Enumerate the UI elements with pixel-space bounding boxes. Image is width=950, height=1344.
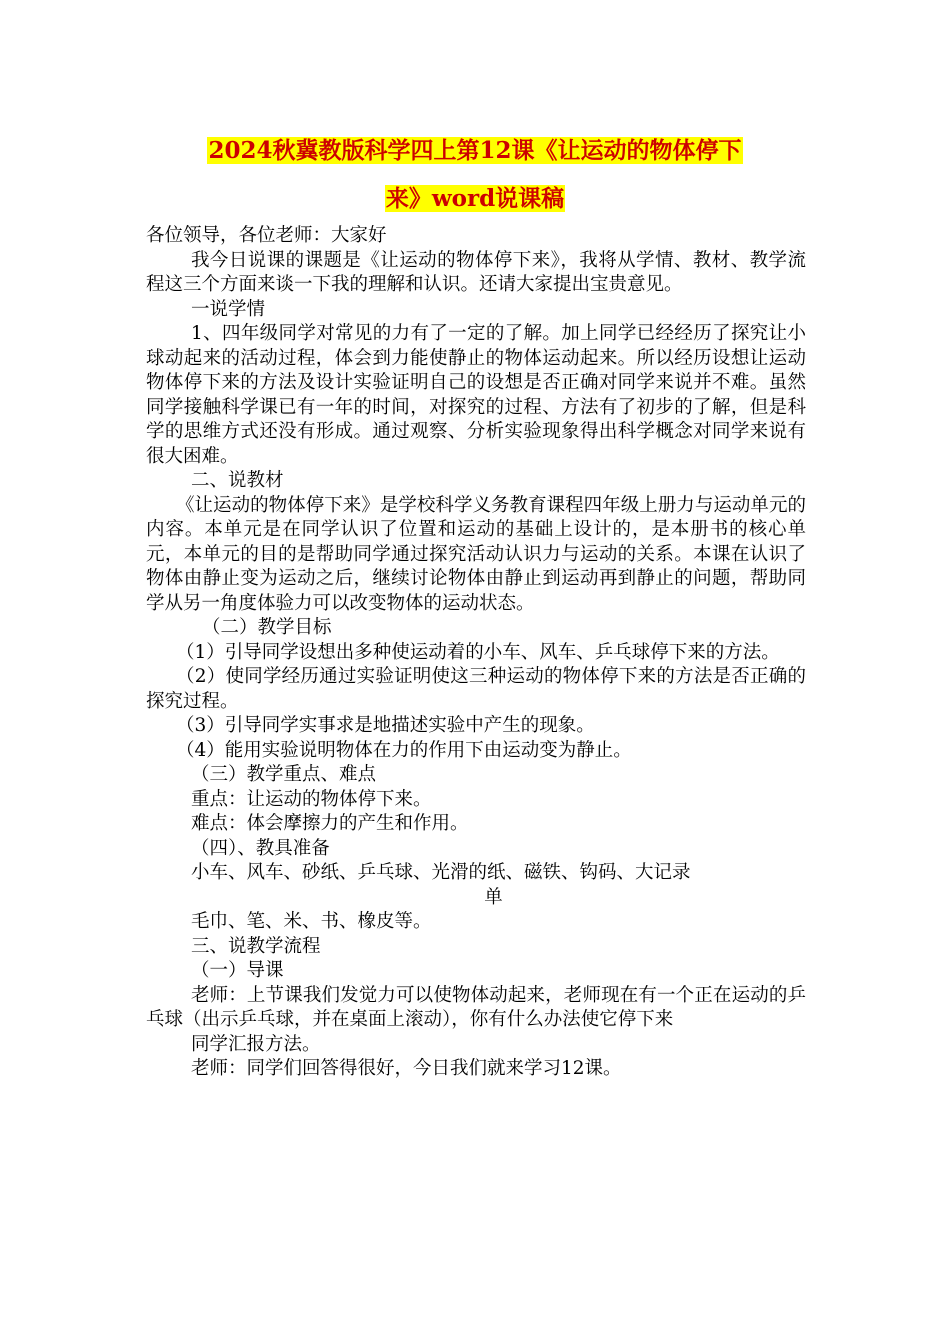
materials-list-continued: 单 [484, 886, 503, 908]
subsection-heading: （四）、教具准备 [191, 837, 330, 859]
subsection-heading: （二）教学目标 [202, 617, 332, 638]
section-heading: 三、说教学流程 [191, 935, 321, 957]
section-heading: 一说学情 [191, 298, 266, 320]
intro-paragraph: 我今日说课的课题是《让运动的物体停下来》，我将从学情、教材、教学流程这三个方面来谈一下我的理解和认识。还请大家提出宝贵意见。 [146, 249, 806, 295]
materials-list: 小车、风车、砂纸、乒乓球、光滑的纸、磁铁、钩码、大记录 [191, 862, 691, 883]
difficult-point: 难点：体会摩擦力的产生和作用。 [191, 813, 469, 834]
paragraph: 1、四年级同学对常见的力有了一定的了解。加上同学已经经历了探究让小球动起来的活动过程，体会到力能使静止的物体运动起来。所以经历设想让运动物体停下来的方法及设计实验证明自己的设想是否正确对同学来说并不难。虽然同学接触科学课已有一年的时间，对探究的过程、方法有了初步的了解，但是科学的思维方式还没有形成。通过观察、分析实验现象得出科学概念对同学来说有很大困难。 [146, 323, 806, 467]
document-title-line-2: 来》word说课稿 [385, 185, 565, 212]
document-body [146, 224, 806, 1082]
objective-item: （2）使同学经历通过实验证明使这三种运动的物体停下来的方法是否正确的探究过程。 [146, 666, 806, 712]
objective-item: （3）引导同学实事求是地描述实验中产生的现象。 [176, 715, 595, 736]
objective-item: （4）能用实验说明物体在力的作用下由运动变为静止。 [176, 739, 632, 761]
greeting: 各位领导，各位老师：大家好 [146, 225, 387, 246]
subsection-heading: （一）导课 [191, 960, 284, 981]
document-title-line-1: 2024秋冀教版科学四上第12课《让运动的物体停下 [208, 137, 742, 164]
subsection-heading: （三）教学重点、难点 [191, 764, 377, 785]
key-point: 重点：让运动的物体停下来。 [191, 788, 432, 810]
materials-list: 毛巾、笔、米、书、橡皮等。 [191, 911, 432, 932]
teacher-dialogue: 老师：同学们回答得很好，今日我们就来学习12课。 [191, 1058, 622, 1079]
section-heading: 二、说教材 [191, 470, 284, 491]
student-activity: 同学汇报方法。 [191, 1033, 321, 1055]
objective-item: （1）引导同学设想出多种使运动着的小车、风车、乒乓球停下来的方法。 [176, 641, 780, 663]
paragraph: 《让运动的物体停下来》是学校科学义务教育课程四年级上册力与运动单元的内容。本单元是在同学认识了位置和运动的基础上设计的，是本册书的核心单元，本单元的目的是帮助同学通过探究活动认识力与运动的关系。本课在认识了物体由静止变为运动之后，继续讨论物体由静止到运动再到静止的问题，帮助同学从另一角度体验力可以改变物体的运动状态。 [146, 494, 806, 614]
teacher-dialogue: 老师：上节课我们发觉力可以使物体动起来，老师现在有一个正在运动的乒乓球（出示乒乓球，并在桌面上滚动），你有什么办法使它停下来 [146, 984, 806, 1030]
